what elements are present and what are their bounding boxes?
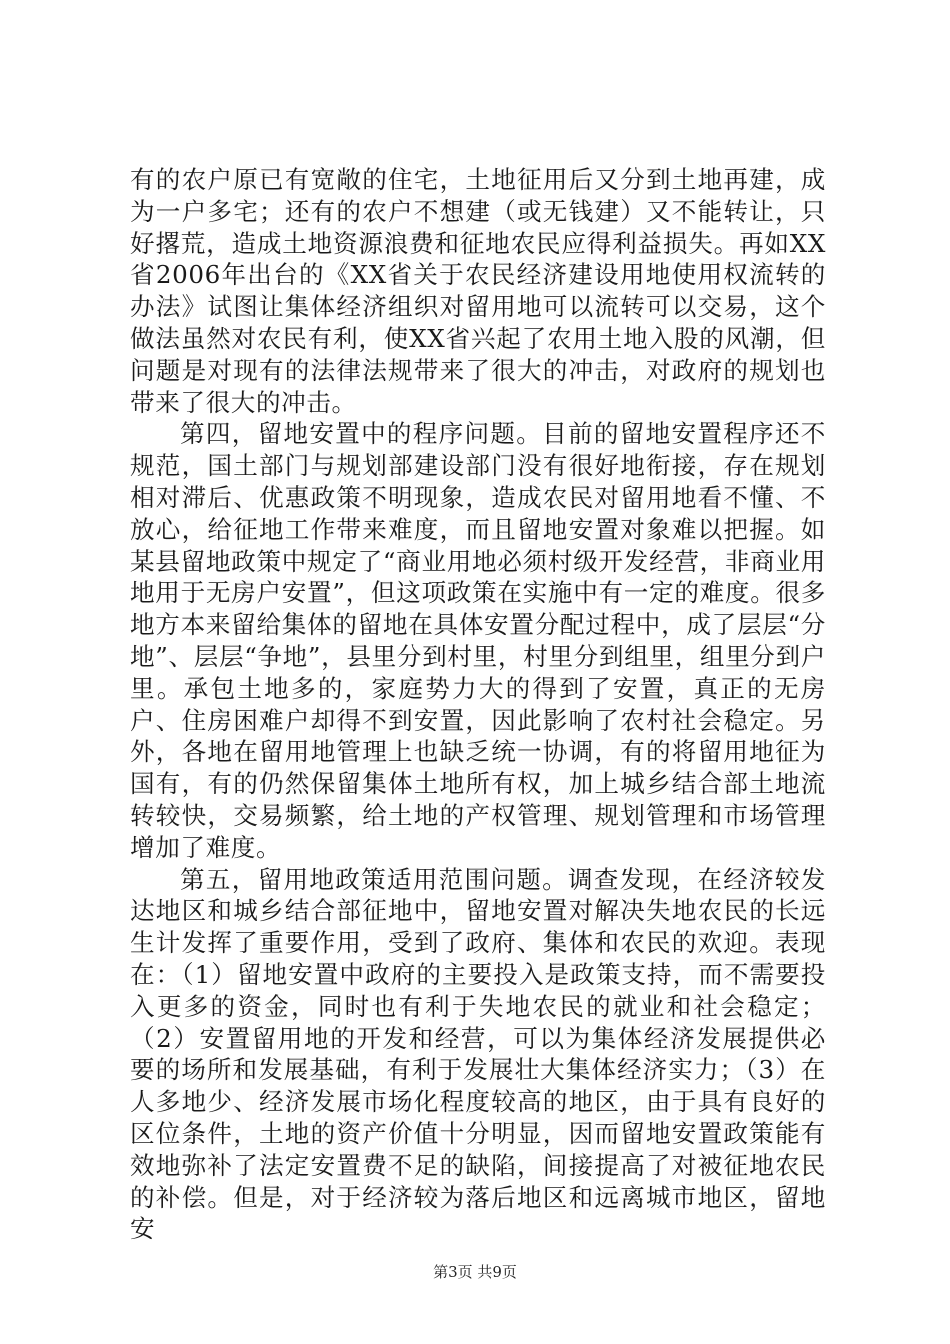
paragraph-3: 第五，留用地政策适用范围问题。调查发现，在经济较发达地区和城乡结合部征地中，留地安置对解决失地农民的长远生计发挥了重要作用，受到了政府、集体和农民的欢迎。表现在：（1）留地安置中政府的主要投入是政策支持，而不需要投入更多的资金，同时也有利于失地农民的就业和社会稳定；（2）安置留用地的开发和经营，可以为集体经济发展提供必要的场所和发展基础，有利于发展壮大集体经济实力；（3）在人多地少、经济发展市场化程度较高的地区，由于具有良好的区位条件，土地的资产价值十分明显，因而留地安置政策能有效地弥补了法定安置费不足的缺陷，间接提高了对被征地农民的补偿。但是，对于经济较为落后地区和远离城市地区，留地安 [130, 864, 826, 1244]
paragraph-2: 第四，留地安置中的程序问题。目前的留地安置程序还不规范，国土部门与规划部建设部门没有很好地衔接，存在规划相对滞后、优惠政策不明现象，造成农民对留用地看不懂、不放心，给征地工作带来难度，而且留地安置对象难以把握。如某县留地政策中规定了“商业用地必须村级开发经营，非商业用地用于无房户安置”，但这项政策在实施中有一定的难度。很多地方本来留给集体的留地在具体安置分配过程中，成了层层“分地”、层层“争地”，县里分到村里，村里分到组里，组里分到户里。承包土地多的，家庭势力大的得到了安置，真正的无房户、住房困难户却得不到安置，因此影响了农村社会稳定。另外，各地在留用地管理上也缺乏统一协调，有的将留用地征为国有，有的仍然保留集体土地所有权，加上城乡结合部土地流转较快，交易频繁，给土地的产权管理、规划管理和市场管理增加了难度。 [130, 419, 826, 862]
document-body [130, 164, 826, 1245]
page-footer: 第3页 共9页 [433, 1263, 517, 1281]
paragraph-1: 有的农户原已有宽敞的住宅，土地征用后又分到土地再建，成为一户多宅；还有的农户不想建（或无钱建）又不能转让，只好撂荒，造成土地资源浪费和征地农民应得利益损失。再如XX省2006年出台的《XX省关于农民经济建设用地使用权流转的办法》试图让集体经济组织对留用地可以流转可以交易，这个做法虽然对农民有利，使XX省兴起了农用土地入股的风潮，但问题是对现有的法律法规带来了很大的冲击，对政府的规划也带来了很大的冲击。 [130, 165, 826, 417]
